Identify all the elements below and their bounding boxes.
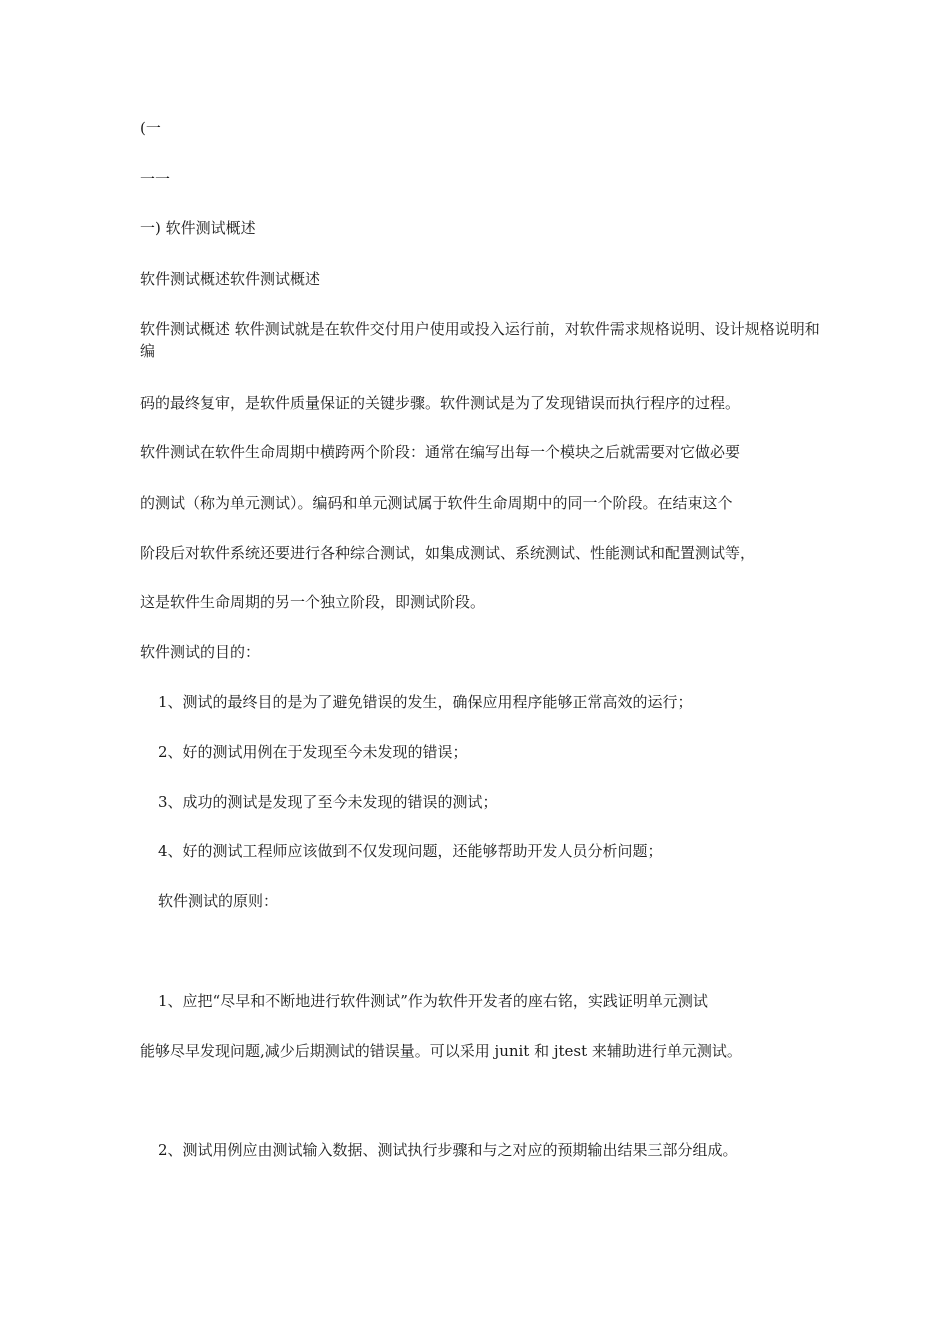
section-heading: 一) 软件测试概述 [140,219,256,237]
list-item: 3、成功的测试是发现了至今未发现的错误的测试； [158,793,498,811]
principles-heading: 软件测试的原则： [158,892,279,910]
list-item: 2、好的测试用例在于发现至今未发现的错误； [158,743,468,761]
heading-fragment-1: (一 [140,119,161,137]
purpose-heading: 软件测试的目的： [140,643,261,661]
paragraph-line: 的测试（称为单元测试）。编码和单元测试属于软件生命周期中的同一个阶段。在结束这个 [140,494,733,512]
intro-paragraph: 软件测试概述 软件测试就是在软件交付用户使用或投入运行前，对软件需求规格说明、设计规格说明和编 [140,320,820,360]
paragraph-line: 这是软件生命周期的另一个独立阶段，即测试阶段。 [140,593,486,611]
principle-item-continued: 能够尽早发现问题,减少后期测试的错误量。可以采用 junit 和 jtest 来辅助进行单元测试。 [140,1042,742,1060]
paragraph-line: 阶段后对软件系统还要进行各种综合测试，如集成测试、系统测试、性能测试和配置测试等， [140,544,756,562]
paragraph-line: 码的最终复审，是软件质量保证的关键步骤。软件测试是为了发现错误而执行程序的过程。 [140,394,741,412]
list-item: 4、好的测试工程师应该做到不仅发现问题，还能够帮助开发人员分析问题； [158,842,663,860]
list-item: 1、测试的最终目的是为了避免错误的发生，确保应用程序能够正常高效的运行； [158,693,693,711]
principle-item: 1、应把“尽早和不断地进行软件测试”作为软件开发者的座右铭，实践证明单元测试 [158,992,708,1010]
subtitle-line: 软件测试概述软件测试概述 [140,270,321,288]
principle-item: 2、测试用例应由测试输入数据、测试执行步骤和与之对应的预期输出结果三部分组成。 [158,1141,738,1159]
paragraph-line: 软件测试在软件生命周期中横跨两个阶段：通常在编写出每一个模块之后就需要对它做必要 [140,443,741,461]
heading-fragment-2: 一一 [140,170,171,188]
